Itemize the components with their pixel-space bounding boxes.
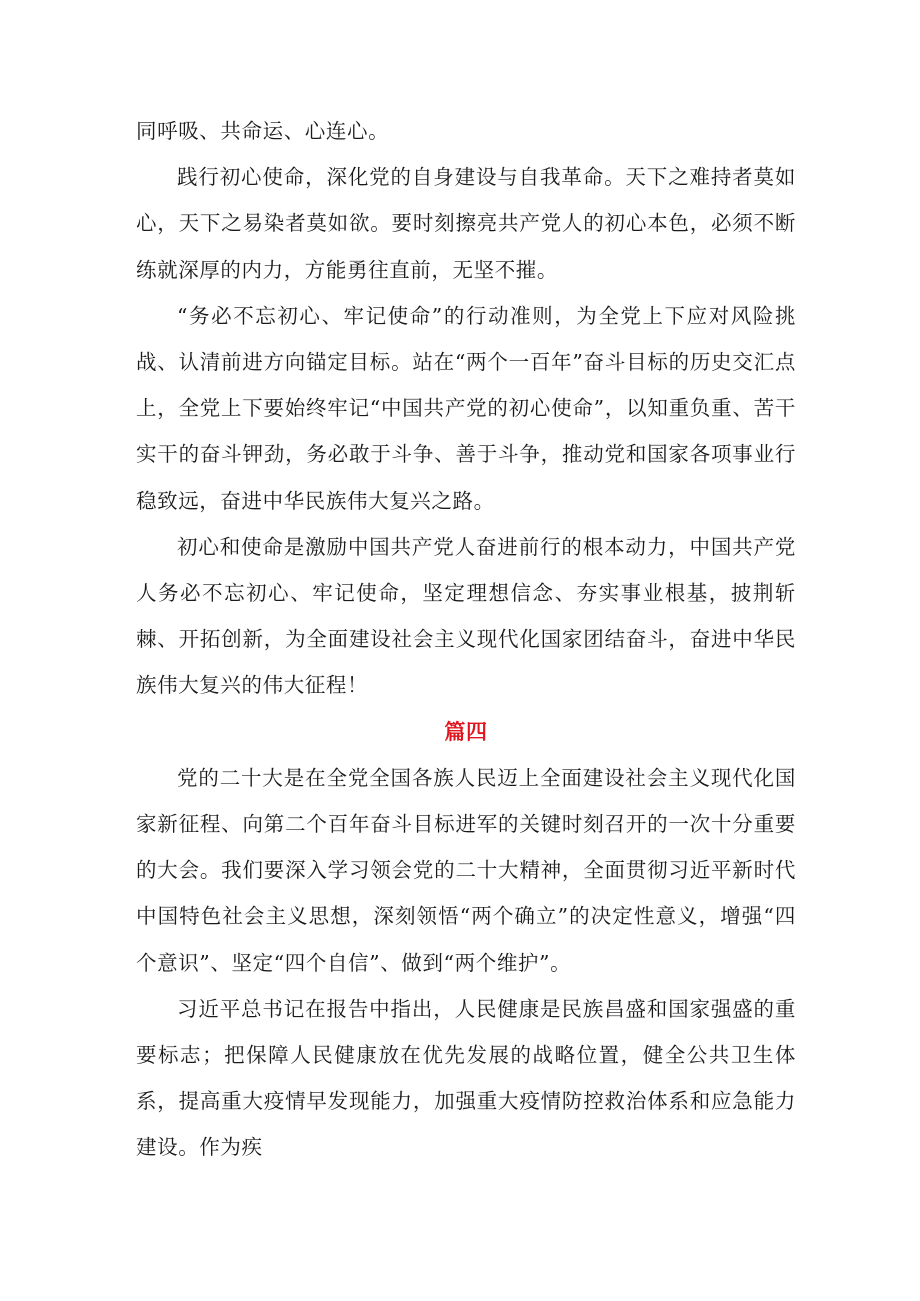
paragraph: 党的二十大是在全党全国各族人民迈上全面建设社会主义现代化国家新征程、向第二个百年奋斗目标进军的关键时刻召开的一次十分重要的大会。我们要深入学习领会党的二十大精神，全面贯彻习近平新时代中国特色社会主义思想，深刻领悟“两个确立”的决定性意义，增强“四个意识”、坚定“四个自信”、做到“两个维护”。 bbox=[136, 765, 796, 975]
paragraph: 初心和使命是激励中国共产党人奋进前行的根本动力，中国共产党人务必不忘初心、牢记使命，坚定理想信念、夯实事业根基，披荆斩棘、开拓创新，为全面建设社会主义现代化国家团结奋斗，奋进中华民族伟大复兴的伟大征程！ bbox=[136, 534, 796, 698]
section-heading: 篇四 bbox=[444, 719, 488, 744]
paragraph: 习近平总书记在报告中指出，人民健康是民族昌盛和国家强盛的重要标志；把保障人民健康放在优先发展的战略位置，健全公共卫生体系，提高重大疫情早发现能力，加强重大疫情防控救治体系和应急能力建设。作为疾 bbox=[136, 996, 796, 1160]
paragraph: 践行初心使命，深化党的自身建设与自我革命。天下之难持者莫如心，天下之易染者莫如欲。要时刻擦亮共产党人的初心本色，必须不断练就深厚的内力，方能勇往直前，无坚不摧。 bbox=[136, 165, 796, 282]
paragraph: “务必不忘初心、牢记使命”的行动准则，为全党上下应对风险挑战、认清前进方向锚定目标。站在“两个一百年”奋斗目标的历史交汇点上，全党上下要始终牢记“中国共产党的初心使命”，以知重负重、苦干实干的奋斗钾劲，务必敢于斗争、善于斗争，推动党和国家各项事业行稳致远，奋进中华民族伟大复兴之路。 bbox=[136, 303, 796, 513]
paragraph-continued: 同呼吸、共命运、心连心。 bbox=[136, 119, 390, 143]
document-body bbox=[136, 108, 796, 1171]
